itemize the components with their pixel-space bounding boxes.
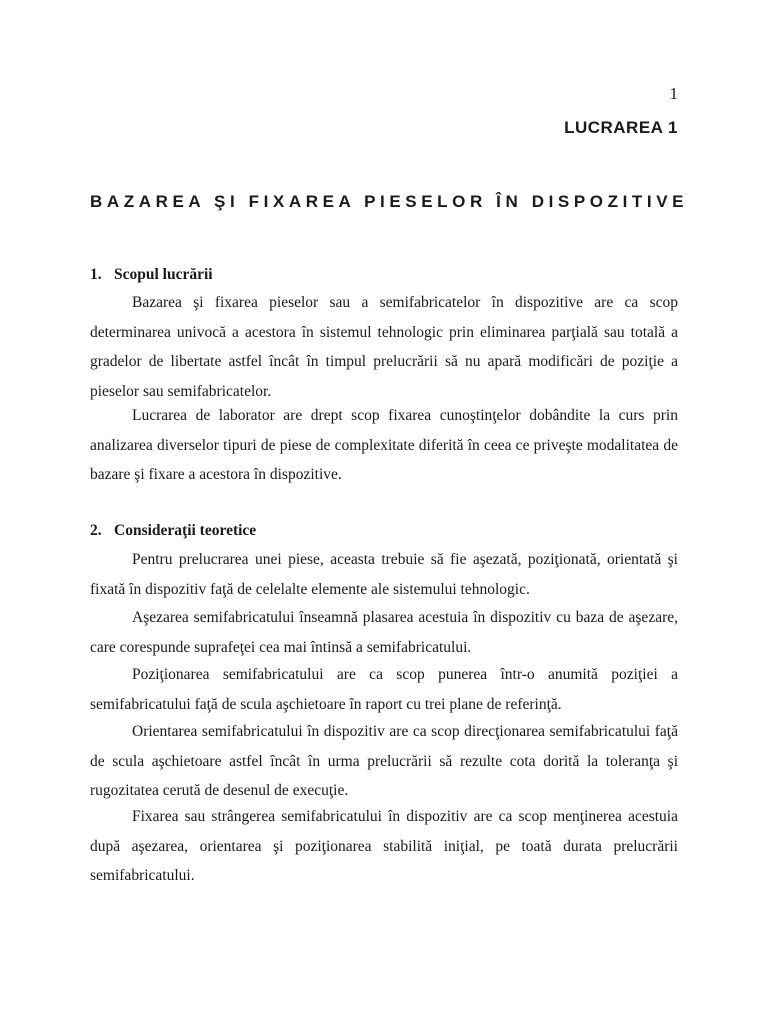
paragraph: Pentru prelucrarea unei piese, aceasta trebuie să fie aşezată, poziţionată, orientată şi fixată în dispozitiv faţă de celelalte elemente ale sistemului tehnologic. — [90, 551, 678, 598]
paragraph: Bazarea şi fixarea pieselor sau a semifabricatelor în dispozitive are ca scop determinarea univocă a acestora în sistemul tehnologic prin eliminarea parţială sau totală a gradelor de libertate astfel încât în timpul prelucrării să nu apară modificări de poziţie a pieselor sau semifabricatelor. — [90, 294, 678, 400]
main-title: BAZAREA ŞI FIXAREA PIESELOR ÎN DISPOZITIVE — [90, 192, 689, 211]
paragraph: Fixarea sau strângerea semifabricatului în dispozitiv are ca scop menţinerea acestuia după aşezarea, orientarea şi poziţionarea stabilită iniţial, pe toată durata prelucrării semifabricatului. — [90, 808, 678, 884]
section-heading-1 — [90, 266, 213, 284]
paragraph: Orientarea semifabricatului în dispozitiv are ca scop direcţionarea semifabricatului faţă de scula aşchietoare astfel încât în urma prelucrării să rezulte cota dorită la toleranţa şi rugozitatea cerută de desenul de execuţie. — [90, 723, 678, 799]
section-number: 2. — [90, 522, 102, 539]
section-title: Scopul lucrării — [114, 266, 213, 283]
page-number: 1 — [669, 84, 678, 103]
paragraph: Poziţionarea semifabricatului are ca scop punerea într-o anumită poziţiei a semifabricatului faţă de scula aşchietoare în raport cu trei plane de referinţă. — [90, 666, 678, 713]
section-number: 1. — [90, 266, 102, 283]
section-heading-2 — [90, 522, 256, 540]
paragraph: Lucrarea de laborator are drept scop fixarea cunoştinţelor dobândite la curs prin analizarea diverselor tipuri de piese de complexitate diferită în ceea ce priveşte modalitatea de bazare şi fixare a acestora în dispozitive. — [90, 407, 678, 483]
lab-title: LUCRAREA 1 — [564, 118, 678, 137]
paragraph: Aşezarea semifabricatului înseamnă plasarea acestuia în dispozitiv cu baza de aşezare, care corespunde suprafeţei cea mai întinsă a semifabricatului. — [90, 609, 678, 656]
section-title: Consideraţii teoretice — [114, 522, 257, 539]
